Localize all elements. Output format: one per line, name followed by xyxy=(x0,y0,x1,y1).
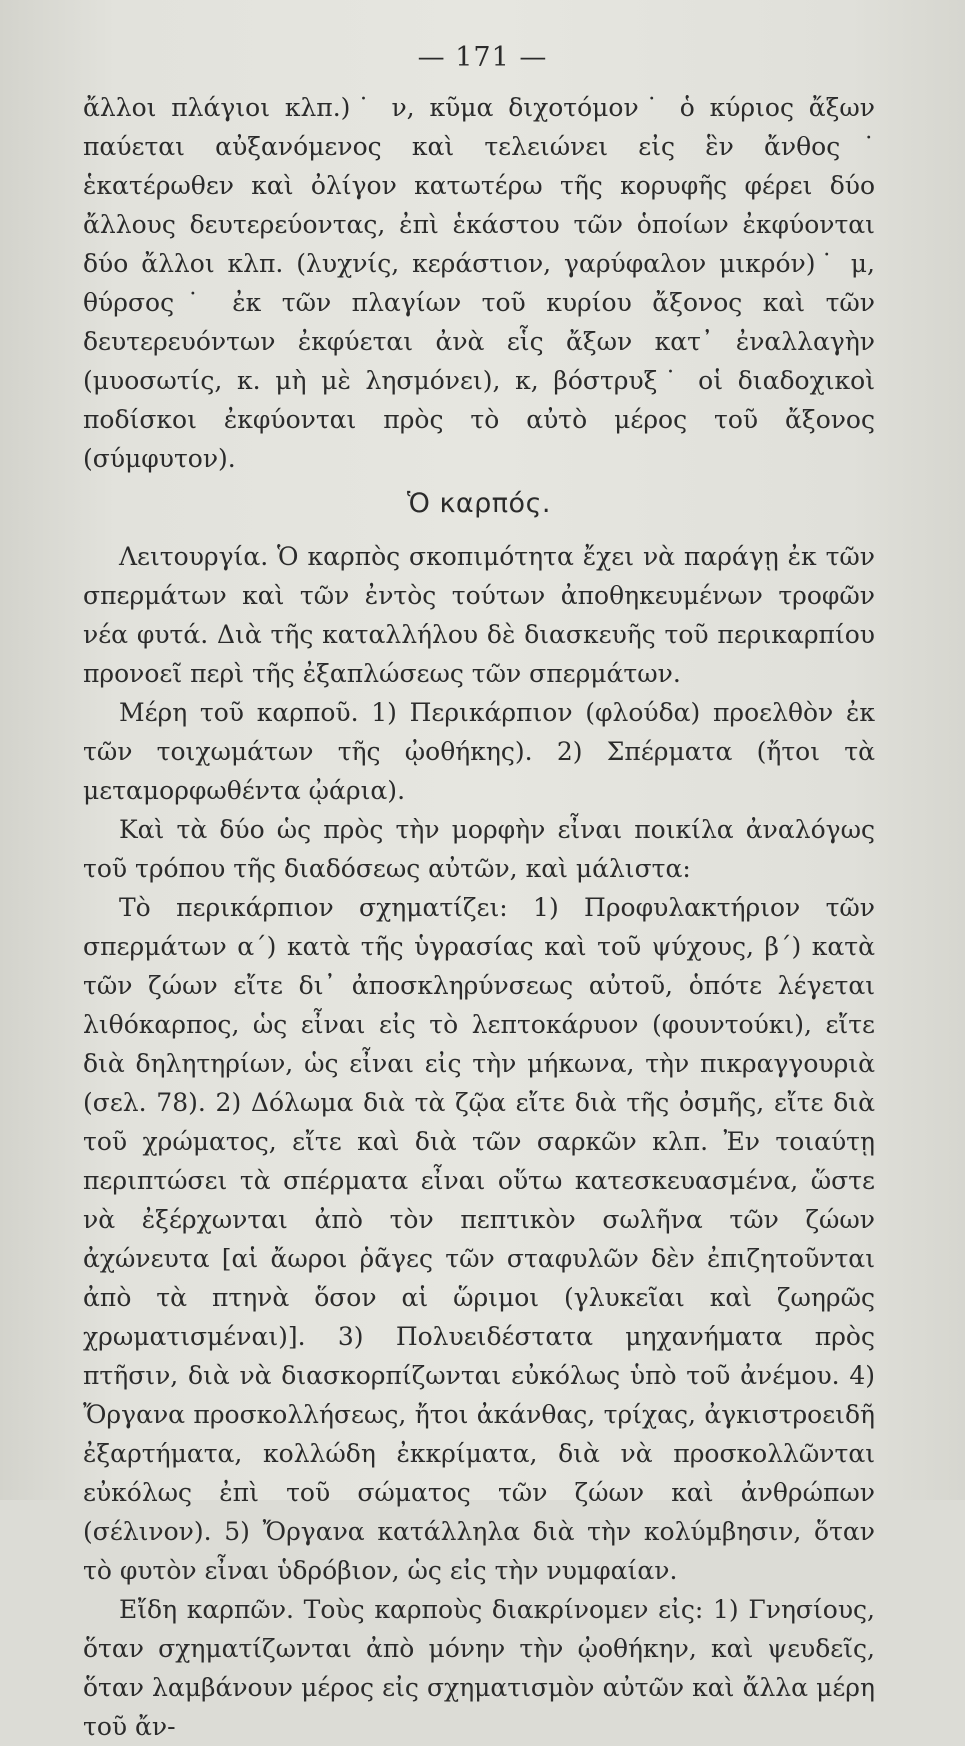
paragraph-pericarp: Τὸ περικάρπιον σχηματίζει: 1) Προφυλακτήριον τῶν σπερμάτων α΄) κατὰ τῆς ὑγρασίας καὶ τοῦ ψύχους, β΄) κατὰ τῶν ζώων εἴτε δι᾿ ἀποσκληρύνσεως αὐτοῦ, ὁπότε λέγεται λιθόκαρπος, ὡς εἶναι εἰς τὸ λεπτοκάρυον (φουντούκι), εἴτε διὰ δηλητηρίων, ὡς εἶναι εἰς τὴν μήκωνα, τὴν πικραγγουριὰ (σελ. 78). 2) Δόλωμα διὰ τὰ ζῷα εἴτε διὰ τῆς ὀσμῆς, εἴτε διὰ τοῦ χρώματος, εἴτε καὶ διὰ τῶν σαρκῶν κλπ. Ἐν τοιαύτῃ περιπτώσει τὰ σπέρματα εἶναι οὕτω κατεσκευασμένα, ὥστε νὰ ἐξέρχωνται ἀπὸ τὸν πεπτικὸν σωλῆνα τῶν ζώων ἀχώνευτα [αἱ ἄωροι ῥᾶγες τῶν σταφυλῶν δὲν ἐπιζητοῦνται ἀπὸ τὰ πτηνὰ ὅσον αἱ ὥριμοι (γλυκεῖαι καὶ ζωηρῶς χρωματισμέναι)]. 3) Πολυειδέστατα μηχανήματα πρὸς πτῆσιν, διὰ νὰ διασκορπίζωνται εὐκόλως ὑπὸ τοῦ ἀνέμου. 4) Ὄργανα προσκολλήσεως, ἤτοι ἀκάνθας, τρίχας, ἀγκιστροειδῆ ἐξαρτήματα, κολλώδη ἐκκρίματα, διὰ νὰ προσκολλῶνται εὐκόλως ἐπὶ τοῦ σώματος τῶν ζώων καὶ ἀνθρώπων (σέλινον). 5) Ὄργανα κατάλληλα διὰ τὴν κολύμβησιν, ὅταν τὸ φυτὸν εἶναι ὑδρόβιον, ὡς εἰς τὴν νυμφαίαν. xyxy=(83,893,875,1585)
paragraph-fruit-types: Εἴδη καρπῶν. Τοὺς καρποὺς διακρίνομεν εἰς: 1) Γνησίους, ὅταν σχηματίζωνται ἀπὸ μόνην τὴν ᾠοθήκην, καὶ ψευδεῖς, ὅταν λαμβάνουν μέρος εἰς σχηματισμὸν αὐτῶν καὶ ἄλλα μέρη τοῦ ἄν- xyxy=(83,1595,875,1741)
paragraph-fruit-parts: Μέρη τοῦ καρποῦ. 1) Περικάρπιον (φλούδα) προελθὸν ἐκ τῶν τοιχωμάτων τῆς ᾠοθήκης). 2) Σπέρματα (ἤτοι τὰ μεταμορφωθέντα ᾠάρια). xyxy=(83,698,875,805)
page-number: — 171 — xyxy=(417,42,548,73)
paragraph-function: Λειτουργία. Ὁ καρπὸς σκοπιμότητα ἔχει νὰ παράγῃ ἐκ τῶν σπερμάτων καὶ τῶν ἐντὸς τούτων ἀποθηκευμένων τροφῶν νέα φυτά. Διὰ τῆς καταλλήλου δὲ διασκευῆς τοῦ περικαρπίου προνοεῖ περὶ τῆς ἐξαπλώσεως τῶν σπερμάτων. xyxy=(83,542,875,688)
section-heading-fruit: Ὁ καρπός. xyxy=(406,488,552,519)
paragraph-shape: Καὶ τὰ δύο ὡς πρὸς τὴν μορφὴν εἶναι ποικίλα ἀναλόγως τοῦ τρόπου τῆς διαδόσεως αὐτῶν, καὶ μάλιστα: xyxy=(83,815,875,883)
page-body xyxy=(83,88,875,1746)
paragraph-inflorescence: ἄλλοι πλάγιοι κλπ.)˙ ν, κῦμα διχοτόμον˙ ὁ κύριος ἄξων παύεται αὐξανόμενος καὶ τελειώνει εἰς ἓν ἄνθος˙ ἑκατέρωθεν καὶ ὀλίγον κατωτέρω τῆς κορυφῆς φέρει δύο ἄλλους δευτερεύοντας, ἐπὶ ἑκάστου τῶν ὁποίων ἐκφύονται δύο ἄλλοι κλπ. (λυχνίς, κεράστιον, γαρύφαλον μικρόν)˙ μ, θύρσος˙ ἐκ τῶν πλαγίων τοῦ κυρίου ἄξονος καὶ τῶν δευτερευόντων ἐκφύεται ἀνὰ εἷς ἄξων κατ᾿ ἐναλλαγὴν (μυοσωτίς, κ. μὴ μὲ λησμόνει), κ, βόστρυξ˙ οἱ διαδοχικοὶ ποδίσκοι ἐκφύονται πρὸς τὸ αὐτὸ μέρος τοῦ ἄξονος (σύμφυτον). xyxy=(83,93,875,473)
